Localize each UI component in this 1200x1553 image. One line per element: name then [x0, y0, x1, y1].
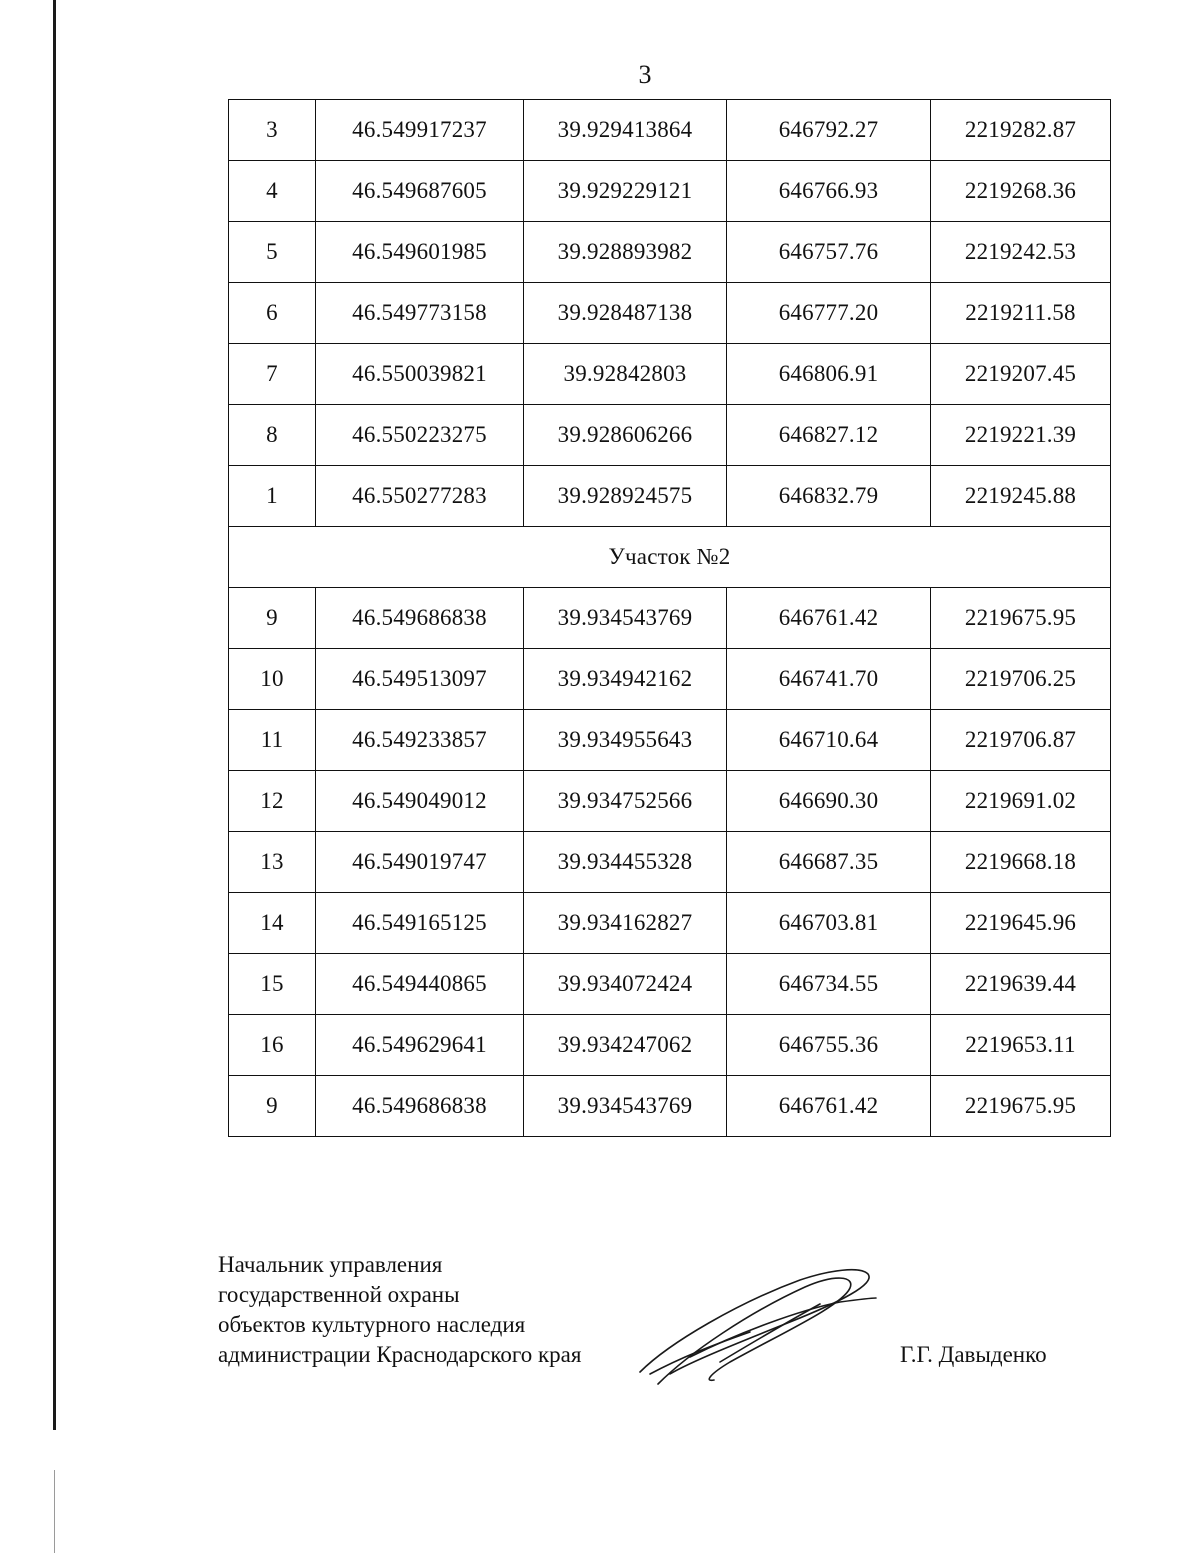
coordinates-table-body [229, 100, 1111, 1137]
longitude-cell: 39.934543769 [524, 588, 727, 649]
x-coordinate-cell: 646827.12 [727, 405, 931, 466]
point-number-cell: 4 [229, 161, 316, 222]
y-coordinate-cell: 2219706.87 [931, 710, 1111, 771]
y-coordinate-cell: 2219675.95 [931, 1076, 1111, 1137]
y-coordinate-cell: 2219242.53 [931, 222, 1111, 283]
y-coordinate-cell: 2219706.25 [931, 649, 1111, 710]
y-coordinate-cell: 2219282.87 [931, 100, 1111, 161]
longitude-cell: 39.934942162 [524, 649, 727, 710]
latitude-cell: 46.549513097 [316, 649, 524, 710]
point-number-cell: 8 [229, 405, 316, 466]
longitude-cell: 39.928606266 [524, 405, 727, 466]
x-coordinate-cell: 646777.20 [727, 283, 931, 344]
signer-name: Г.Г. Давыденко [900, 1342, 1047, 1367]
signatory-title-line-4: администрации Краснодарского края [218, 1342, 582, 1367]
longitude-cell: 39.934455328 [524, 832, 727, 893]
x-coordinate-cell: 646687.35 [727, 832, 931, 893]
latitude-cell: 46.550223275 [316, 405, 524, 466]
binding-edge-line [53, 0, 56, 1430]
x-coordinate-cell: 646755.36 [727, 1015, 931, 1076]
binding-edge-line-faint [54, 1470, 55, 1553]
y-coordinate-cell: 2219211.58 [931, 283, 1111, 344]
latitude-cell: 46.550039821 [316, 344, 524, 405]
x-coordinate-cell: 646792.27 [727, 100, 931, 161]
x-coordinate-cell: 646757.76 [727, 222, 931, 283]
point-number-cell: 11 [229, 710, 316, 771]
longitude-cell: 39.929413864 [524, 100, 727, 161]
point-number-cell: 14 [229, 893, 316, 954]
section-title: Участок №2 [229, 527, 1111, 588]
coordinates-table [228, 99, 1111, 1137]
table-row [229, 771, 1111, 832]
signature-block [218, 1250, 581, 1370]
longitude-cell: 39.934247062 [524, 1015, 727, 1076]
point-number-cell: 7 [229, 344, 316, 405]
latitude-cell: 46.549686838 [316, 1076, 524, 1137]
y-coordinate-cell: 2219653.11 [931, 1015, 1111, 1076]
point-number-cell: 16 [229, 1015, 316, 1076]
point-number-cell: 15 [229, 954, 316, 1015]
point-number-cell: 9 [229, 1076, 316, 1137]
latitude-cell: 46.549601985 [316, 222, 524, 283]
table-row [229, 1076, 1111, 1137]
table-row [229, 283, 1111, 344]
table-row [229, 954, 1111, 1015]
latitude-cell: 46.549773158 [316, 283, 524, 344]
x-coordinate-cell: 646690.30 [727, 771, 931, 832]
longitude-cell: 39.928924575 [524, 466, 727, 527]
signatory-title-line-2: государственной охраны [218, 1282, 460, 1307]
y-coordinate-cell: 2219691.02 [931, 771, 1111, 832]
table-row [229, 161, 1111, 222]
longitude-cell: 39.928487138 [524, 283, 727, 344]
handwritten-signature [630, 1262, 890, 1392]
y-coordinate-cell: 2219675.95 [931, 588, 1111, 649]
x-coordinate-cell: 646761.42 [727, 1076, 931, 1137]
latitude-cell: 46.549686838 [316, 588, 524, 649]
table-row [229, 405, 1111, 466]
page-number: 3 [638, 60, 652, 89]
y-coordinate-cell: 2219668.18 [931, 832, 1111, 893]
signatory-title-line-3: объектов культурного наследия [218, 1312, 526, 1337]
table-row [229, 222, 1111, 283]
y-coordinate-cell: 2219645.96 [931, 893, 1111, 954]
point-number-cell: 12 [229, 771, 316, 832]
latitude-cell: 46.549440865 [316, 954, 524, 1015]
longitude-cell: 39.934162827 [524, 893, 727, 954]
point-number-cell: 10 [229, 649, 316, 710]
longitude-cell: 39.934072424 [524, 954, 727, 1015]
latitude-cell: 46.549917237 [316, 100, 524, 161]
point-number-cell: 5 [229, 222, 316, 283]
table-row [229, 344, 1111, 405]
longitude-cell: 39.934543769 [524, 1076, 727, 1137]
x-coordinate-cell: 646710.64 [727, 710, 931, 771]
point-number-cell: 13 [229, 832, 316, 893]
table-row [229, 893, 1111, 954]
x-coordinate-cell: 646741.70 [727, 649, 931, 710]
table-row [229, 832, 1111, 893]
y-coordinate-cell: 2219207.45 [931, 344, 1111, 405]
x-coordinate-cell: 646703.81 [727, 893, 931, 954]
table-row [229, 649, 1111, 710]
longitude-cell: 39.934955643 [524, 710, 727, 771]
table-row [229, 466, 1111, 527]
point-number-cell: 6 [229, 283, 316, 344]
point-number-cell: 9 [229, 588, 316, 649]
x-coordinate-cell: 646766.93 [727, 161, 931, 222]
point-number-cell: 1 [229, 466, 316, 527]
table-row [229, 1015, 1111, 1076]
table-row [229, 100, 1111, 161]
longitude-cell: 39.92842803 [524, 344, 727, 405]
latitude-cell: 46.550277283 [316, 466, 524, 527]
x-coordinate-cell: 646806.91 [727, 344, 931, 405]
x-coordinate-cell: 646761.42 [727, 588, 931, 649]
latitude-cell: 46.549687605 [316, 161, 524, 222]
y-coordinate-cell: 2219221.39 [931, 405, 1111, 466]
longitude-cell: 39.929229121 [524, 161, 727, 222]
y-coordinate-cell: 2219245.88 [931, 466, 1111, 527]
latitude-cell: 46.549629641 [316, 1015, 524, 1076]
section-row [229, 527, 1111, 588]
signatory-title-line-1: Начальник управления [218, 1252, 443, 1277]
longitude-cell: 39.934752566 [524, 771, 727, 832]
table-row [229, 710, 1111, 771]
latitude-cell: 46.549049012 [316, 771, 524, 832]
latitude-cell: 46.549233857 [316, 710, 524, 771]
x-coordinate-cell: 646832.79 [727, 466, 931, 527]
y-coordinate-cell: 2219268.36 [931, 161, 1111, 222]
y-coordinate-cell: 2219639.44 [931, 954, 1111, 1015]
point-number-cell: 3 [229, 100, 316, 161]
table-row [229, 588, 1111, 649]
latitude-cell: 46.549165125 [316, 893, 524, 954]
x-coordinate-cell: 646734.55 [727, 954, 931, 1015]
latitude-cell: 46.549019747 [316, 832, 524, 893]
longitude-cell: 39.928893982 [524, 222, 727, 283]
